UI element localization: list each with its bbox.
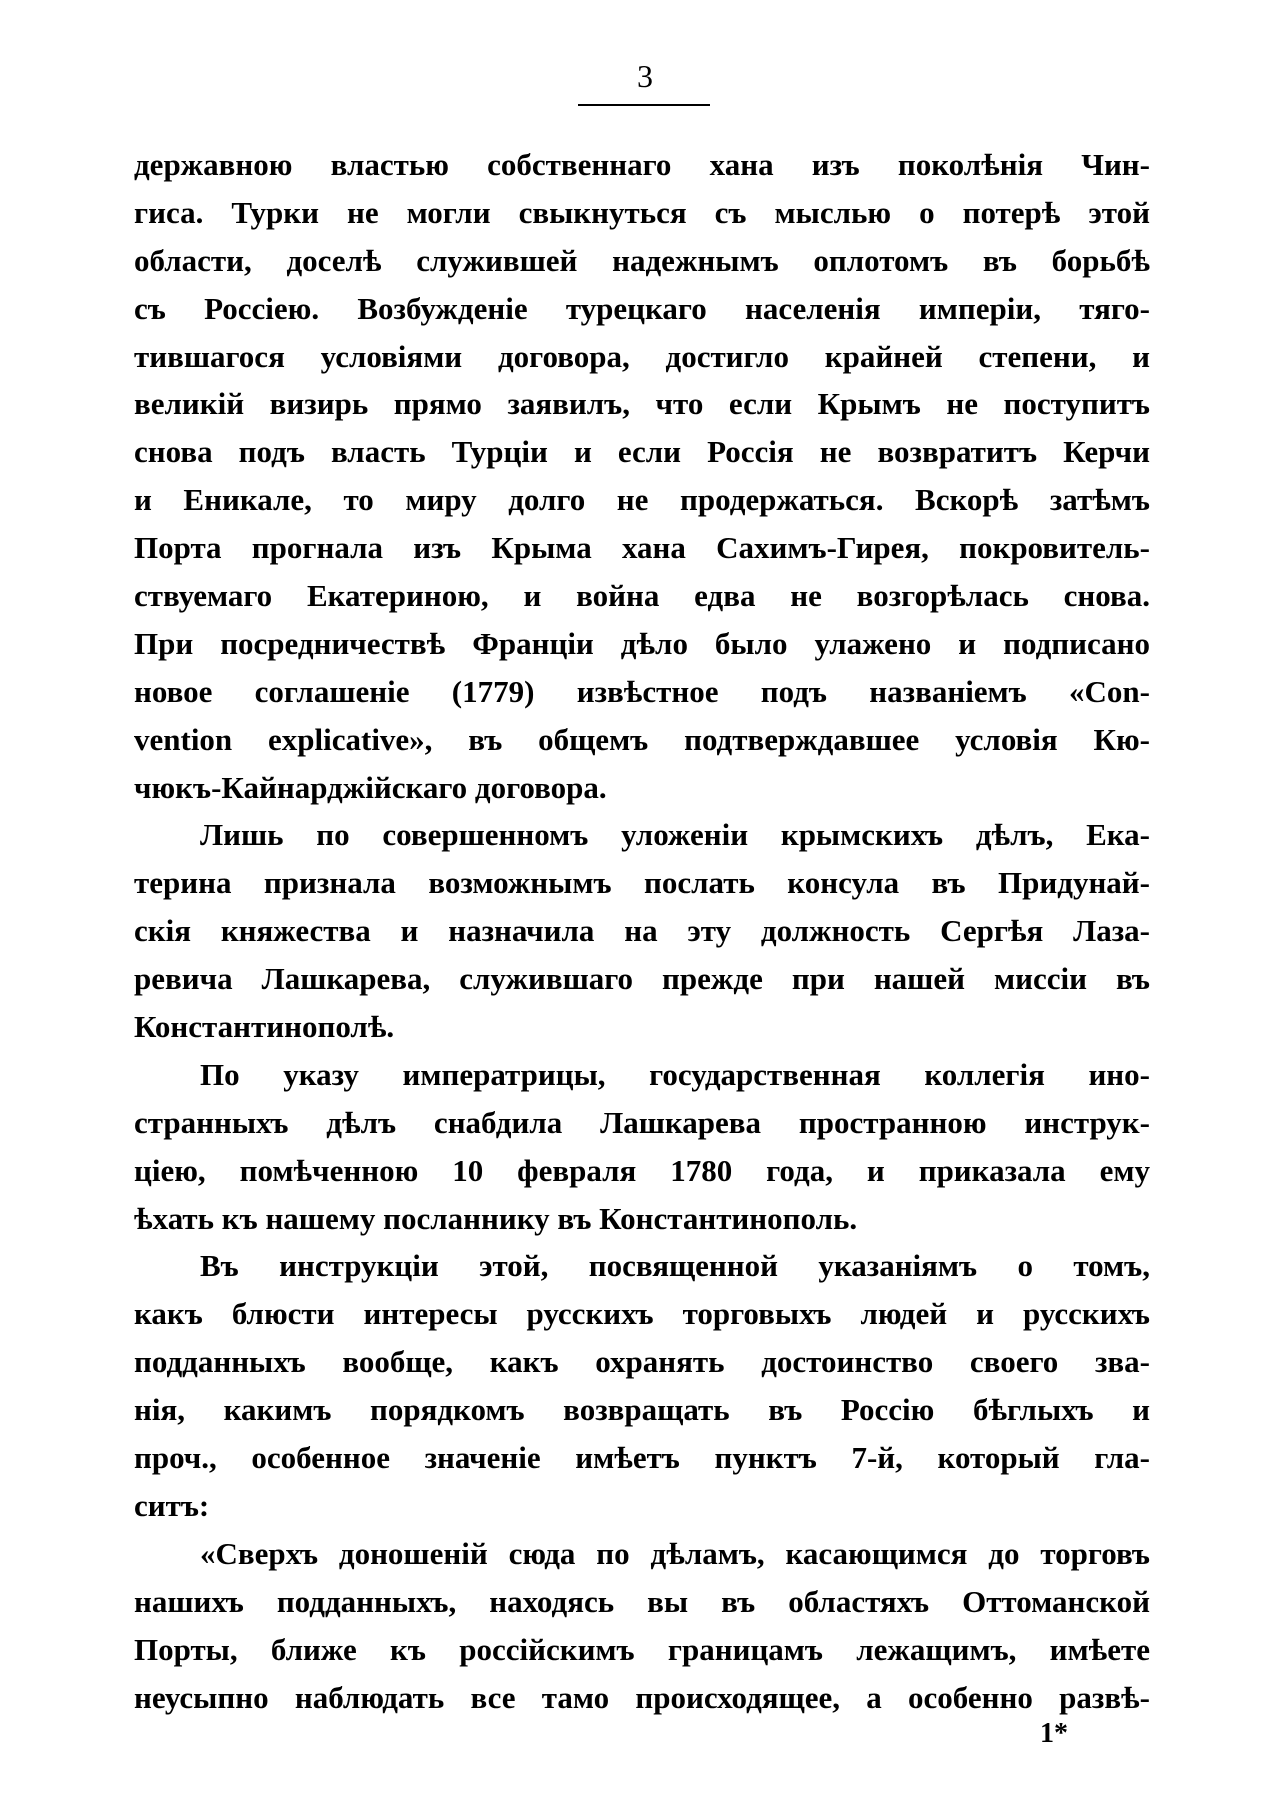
text-line: vention explicative», въ общемъ подтверждавшее условія Кю- [134,721,1150,757]
text-line: чюкъ-Кайнарджійскаго договора. [134,769,607,805]
text-line: По указу императрицы, государственная коллегія ино- [200,1056,1150,1092]
body-text [134,141,1150,1721]
text-line: Порта прогнала изъ Крыма хана Сахимъ-Гирея, покровитель- [134,530,1150,566]
text-line: нашихъ подданныхъ, находясь вы въ областяхъ Оттоманской [134,1583,1150,1619]
text-line: скія княжества и назначила на эту должность Сергѣя Лаза- [134,913,1150,949]
text-line: терина признала возможнымъ послать консула въ Придунай- [134,865,1150,901]
text-line: великій визирь прямо заявилъ, что если Крымъ не поступитъ [134,386,1150,422]
text-line: новое соглашеніе (1779) извѣстное подъ названіемъ «Con- [134,673,1150,709]
text-line: ревича Лашкарева, служившаго прежде при нашей миссіи въ [134,961,1150,997]
text-line: гиса. Турки не могли свыкнуться съ мыслью о потерѣ этой [134,194,1150,230]
text-line: тившагося условіями договора, достигло крайней степени, и [134,338,1150,374]
text-line: области, доселѣ служившей надежнымъ оплотомъ въ борьбѣ [134,242,1150,278]
text-line: Въ инструкціи этой, посвященной указаніямъ о томъ, [200,1248,1150,1284]
text-line: державною властью собственнаго хана изъ поколѣнія Чин- [134,147,1150,182]
text-line: снова подъ власть Турціи и если Россія не возвратитъ Керчи [134,434,1150,470]
text-line: подданныхъ вообще, какъ охранять достоинство своего зва- [134,1344,1150,1380]
text-line: Порты, ближе къ россійскимъ границамъ лежащимъ, имѣете [134,1631,1150,1667]
text-line: Константинополѣ. [134,1009,395,1045]
text-line: ситъ: [134,1487,210,1523]
text-line: нія, какимъ порядкомъ возвращать въ Россію бѣглыхъ и [134,1392,1150,1428]
page-number: 3 [637,58,653,94]
text-line: ѣхать къ нашему посланнику въ Константинополь. [134,1200,858,1236]
text-line: странныхъ дѣлъ снабдила Лашкарева пространною инструк- [134,1104,1150,1140]
text-line: проч., особенное значеніе имѣетъ пунктъ 7-й, который гла- [134,1440,1150,1476]
text-line: какъ блюсти интересы русскихъ торговыхъ людей и русскихъ [134,1296,1150,1332]
text-line: ціею, помѣченною 10 февраля 1780 года, и приказала ему [134,1152,1150,1188]
signature-mark: 1* [1040,1718,1068,1749]
text-line: «Сверхъ доношеній сюда по дѣламъ, касающимся до торговъ [200,1535,1150,1571]
header-rule [578,104,710,106]
text-line: съ Россіею. Возбужденіе турецкаго населенія имперіи, тяго- [134,290,1150,326]
text-line: ствуемаго Екатериною, и война едва не возгорѣлась снова. [134,578,1150,614]
text-line: Лишь по совершенномъ уложеніи крымскихъ дѣлъ, Ека- [200,817,1150,853]
text-line: и Еникале, то миру долго не продержаться. Вскорѣ затѣмъ [134,482,1150,518]
text-line: При посредничествѣ Франціи дѣло было улажено и подписано [134,625,1150,661]
text-line: неусыпно наблюдать все тамо происходящее, а особенно развѣ- [134,1679,1150,1715]
